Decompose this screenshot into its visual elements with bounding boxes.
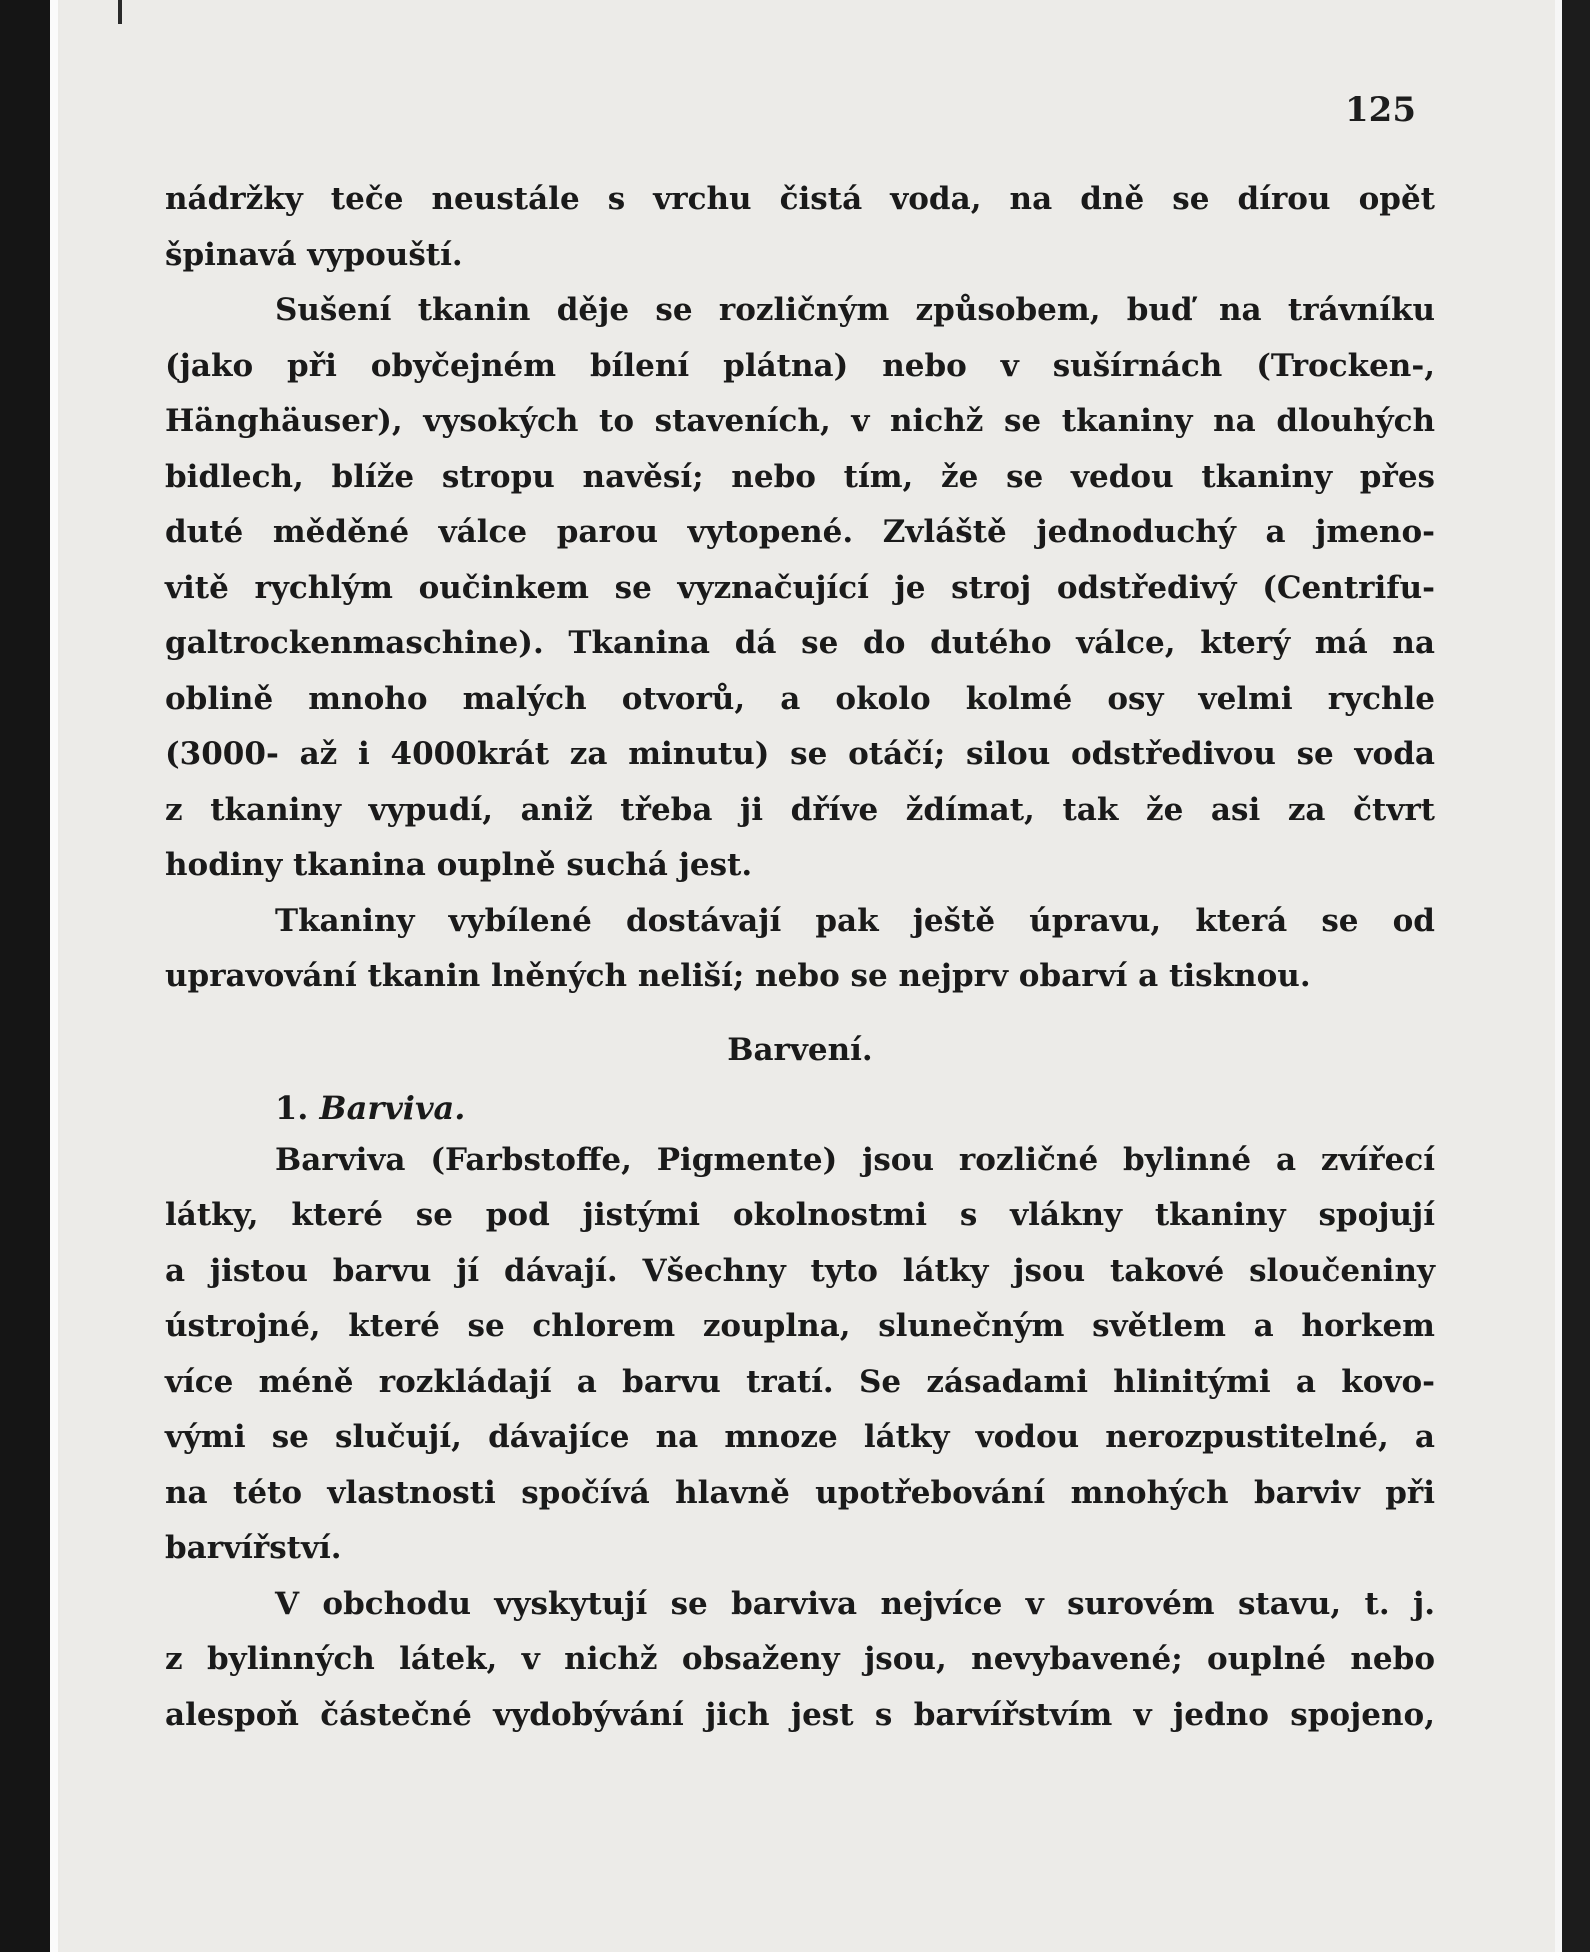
- text-line: z bylinných látek, v nichž obsaženy jsou, nevybavené; ouplné nebo: [165, 1641, 1435, 1677]
- paragraph-4: [165, 1133, 1435, 1577]
- paragraph-1: [165, 172, 1435, 283]
- text-column: [165, 172, 1435, 1743]
- text-line: galtrockenmaschine). Tkanina dá se do dutého válce, který má na: [165, 625, 1435, 661]
- text-line: upravování tkanin lněných neliší; nebo se nejprv obarví a tisknou.: [165, 958, 1311, 994]
- text-line: V obchodu vyskytují se barviva nejvíce v surovém stavu, t. j.: [275, 1585, 1435, 1622]
- text-line: vitě rychlým oučinkem se vyznačující je stroj odstředivý (Centrifu-: [165, 569, 1435, 606]
- text-line: nádržky teče neustále s vrchu čistá voda, na dně se dírou opět: [165, 181, 1435, 217]
- subheading: [165, 1081, 1435, 1133]
- text-line: Barviva (Farbstoffe, Pigmente) jsou rozličné bylinné a zvířecí: [275, 1141, 1435, 1178]
- text-line: ústrojné, které se chlorem zouplna, slunečným světlem a horkem: [165, 1308, 1435, 1344]
- text-line: a jistou barvu jí dávají. Všechny tyto látky jsou takové sloučeniny: [165, 1252, 1435, 1289]
- text-line: (jako při obyčejném bílení plátna) nebo v sušírnách (Trocken-,: [165, 347, 1435, 384]
- text-line: více méně rozkládají a barvu tratí. Se zásadami hlinitými a kovo-: [165, 1363, 1435, 1400]
- right-page-edge: [1555, 0, 1562, 1952]
- text-line: na této vlastnosti spočívá hlavně upotřebování mnohých barviv při: [165, 1474, 1435, 1511]
- subheading-number: 1.: [275, 1088, 309, 1127]
- section-heading: Barvení.: [727, 1031, 873, 1068]
- right-scan-border: [1562, 0, 1590, 1952]
- text-line: Tkaniny vybílené dostávají pak ještě úpravu, která se od: [275, 902, 1435, 939]
- top-edge-mark: [118, 0, 122, 24]
- paragraph-5: [165, 1577, 1435, 1744]
- page-number: 125: [1345, 90, 1416, 130]
- text-line: vými se slučují, dávajíce na mnoze látky vodou nerozpustitelné, a: [165, 1419, 1435, 1455]
- text-line: Sušení tkanin děje se rozličným způsobem, buď na trávníku: [275, 292, 1435, 328]
- text-line: látky, které se pod jistými okolnostmi s vlákny tkaniny spojují: [165, 1197, 1435, 1233]
- text-line: špinavá vypouští.: [165, 236, 463, 273]
- left-page-edge: [50, 0, 58, 1952]
- text-line: duté měděné válce parou vytopené. Zvláště jednoduchý a jmeno-: [165, 514, 1435, 550]
- text-line: bidlech, blíže stropu navěsí; nebo tím, že se vedou tkaniny přes: [165, 458, 1435, 495]
- text-line: z tkaniny vypudí, aniž třeba ji dříve ždímat, tak že asi za čtvrt: [165, 791, 1435, 828]
- text-line: oblině mnoho malých otvorů, a okolo kolmé osy velmi rychle: [165, 680, 1435, 717]
- paragraph-3: [165, 894, 1435, 1005]
- paragraph-2: [165, 283, 1435, 894]
- text-line: barvířství.: [165, 1530, 342, 1566]
- subheading-title: Barviva.: [319, 1088, 466, 1127]
- text-line: (3000- až i 4000krát za minutu) se otáčí; silou odstředivou se voda: [165, 736, 1435, 772]
- text-line: Hänghäuser), vysokých to staveních, v nichž se tkaniny na dlouhých: [165, 403, 1435, 439]
- text-line: hodiny tkanina ouplně suchá jest.: [165, 847, 753, 883]
- left-scan-border: [0, 0, 50, 1952]
- text-line: alespoň částečné vydobývání jich jest s barvířstvím v jedno spojeno,: [165, 1696, 1435, 1733]
